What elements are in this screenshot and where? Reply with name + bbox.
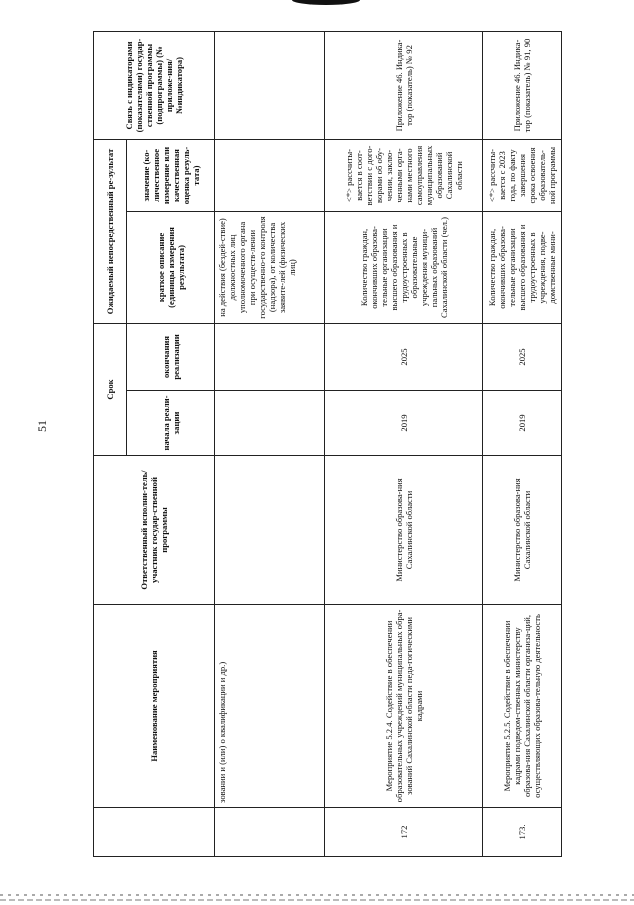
table-row — [215, 31, 325, 856]
rotated-table-wrapper — [93, 32, 561, 857]
cell-start — [215, 391, 325, 456]
header-num — [94, 808, 215, 857]
cell-num: 173. — [483, 808, 562, 857]
cell-desc: на действия (бездей-ствие) должностных лиц уполномоченного органа при осуществ-лении государственно-го контроля (надзора), от количества заявите-лей (физических лиц) — [215, 211, 325, 323]
table-row — [325, 31, 483, 856]
cell-value: <*> рассчиты-вается с 2023 года, по факту завершения срока освоения образователь-ной программы — [483, 139, 562, 211]
header-term-end: окончания реализации — [127, 323, 215, 390]
table-row — [483, 31, 562, 856]
cell-link: Приложение 46. Индика-тор (показатель) № 92 — [325, 31, 483, 139]
page-number: 51 — [35, 420, 49, 432]
cell-end: 2025 — [325, 323, 483, 390]
cell-desc: Количество граждан, окончивших образова-тельные организации высшего образования и трудоустроенных в учреждения, подве-домственные мини- — [483, 211, 562, 323]
cell-responsible — [215, 456, 325, 605]
header-responsible: Ответственный исполни-тель/участник государ-ственной программы — [94, 456, 215, 605]
cell-responsible: Министерство образова-ния Сахалинской области — [325, 456, 483, 605]
header-activity: Наименование мероприятия — [94, 605, 215, 808]
cell-activity: Мероприятие 5.2.4. Содействие в обеспечении образовательных учреждений муниципальных обра-зований Сахалинской области педа-гогическими кадрами — [325, 605, 483, 808]
header-term-start: начала реали-зации — [127, 391, 215, 456]
header-link: Связь с индикаторами (показателями) государ-ственной программы (подпрограммы) (№ приложе-ния/№индикатора) — [94, 31, 215, 139]
cell-num — [215, 808, 325, 857]
cell-activity: Мероприятие 5.2.5. Содействие в обеспечении кадрами подведом-ственных министерству образова-ния Сахалинской области организа-ций, осуществляющих образова-тельную деятельность — [483, 605, 562, 808]
cell-num: 172 — [325, 808, 483, 857]
cell-link: Приложение 46. Индика-тор (показатель) № 91, 90 — [483, 31, 562, 139]
cell-activity: зовании и (или) о квалификации и др.) — [215, 605, 325, 808]
header-result: Ожидаемый непосредственный ре-зультат — [94, 139, 127, 323]
header-term: Срок — [94, 323, 127, 455]
header-result-value: значение (ко-личественное измерение или качественная оценка резуль-тата) — [127, 139, 215, 211]
header-result-desc: краткое описание (единицы измерения результата) — [127, 211, 215, 323]
cell-link — [215, 31, 325, 139]
activities-table — [93, 31, 562, 857]
cell-start: 2019 — [325, 391, 483, 456]
cell-start: 2019 — [483, 391, 562, 456]
cell-responsible: Министерство образова-ния Сахалинской области — [483, 456, 562, 605]
cell-desc: Количество граждан, окончивших образова-тельные организации высшего образования и трудоустроенных в образовательные учреждения муници-пальных образований Сахалинской области (чел.) — [325, 211, 483, 323]
cell-value: <*> рассчиты-вается в соот-ветствии с дого-ворами об обу-чении, заклю-ченными орга-нами местного самоуправления муниципальных образований Сахалинской области — [325, 139, 483, 211]
cell-end — [215, 323, 325, 390]
cell-end: 2025 — [483, 323, 562, 390]
cell-value — [215, 139, 325, 211]
